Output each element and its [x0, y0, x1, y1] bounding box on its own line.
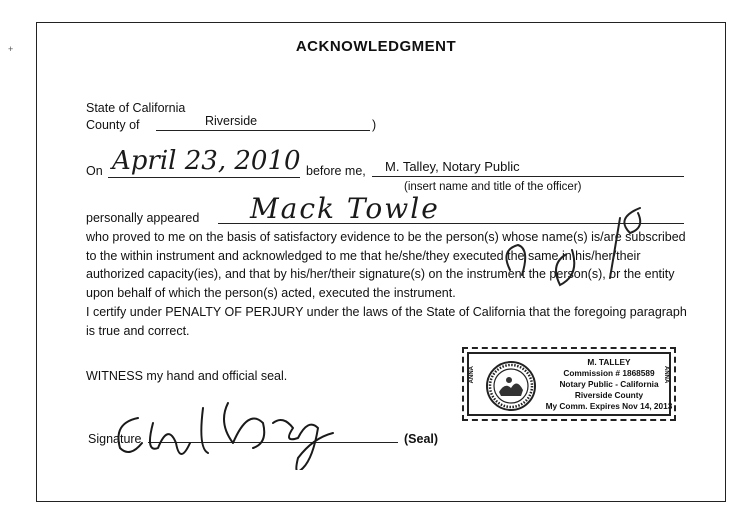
officer-value: M. Talley, Notary Public: [385, 159, 520, 174]
county-underline: [156, 130, 370, 131]
before-me-label: before me,: [306, 164, 366, 178]
seal-expires: My Comm. Expires Nov 14, 2013: [545, 401, 673, 411]
seal-details: [545, 357, 673, 412]
seal-label: (Seal): [404, 432, 439, 446]
seal-side-text-left: ANNA: [469, 366, 475, 384]
seal-commission: Commission # 1868589: [563, 368, 655, 378]
county-value: Riverside: [205, 114, 258, 128]
appeared-name-handwritten: Mack Towle: [250, 192, 440, 225]
signature-label: Signature: [88, 432, 142, 446]
date-handwritten: April 23, 2010: [112, 146, 301, 176]
date-underline: [108, 177, 300, 178]
witness-line: WITNESS my hand and official seal.: [86, 369, 288, 383]
officer-underline: [372, 176, 684, 177]
state-seal-icon: [485, 360, 537, 412]
notary-seal-inner: [467, 352, 671, 416]
signature-mark: [108, 378, 368, 470]
margin-mark: +: [8, 44, 14, 54]
notary-seal: [462, 347, 676, 421]
seal-name: M. TALLEY: [587, 357, 631, 367]
appeared-label: personally appeared: [86, 211, 200, 225]
on-label: On: [86, 164, 103, 178]
seal-title: Notary Public - California: [559, 379, 659, 389]
proof-paragraph: who proved to me on the basis of satisfactory evidence to be the person(s) whose name(s) is/are subscribed to the within instrument and acknowledged to me that he/she/they executed the same in his/her/their authorized capacity(ies), and that by his/her/their signature(s) on the instrument the person(s), or the entity upon behalf of which the person(s) acted, executed the instrument.: [86, 230, 686, 300]
initials-mark: [470, 200, 700, 330]
form-title: ACKNOWLEDGMENT: [295, 38, 457, 55]
county-close-paren: ): [372, 118, 377, 132]
state-line: State of California: [86, 101, 186, 115]
seal-county: Riverside County: [574, 390, 644, 400]
seal-side-text-right: ANNA: [663, 366, 669, 384]
county-label: County of: [86, 118, 140, 132]
certify-paragraph: I certify under PENALTY OF PERJURY under the laws of the State of California that the foregoing paragraph is true and correct.: [86, 305, 687, 338]
officer-hint: (insert name and title of the officer): [404, 181, 582, 193]
